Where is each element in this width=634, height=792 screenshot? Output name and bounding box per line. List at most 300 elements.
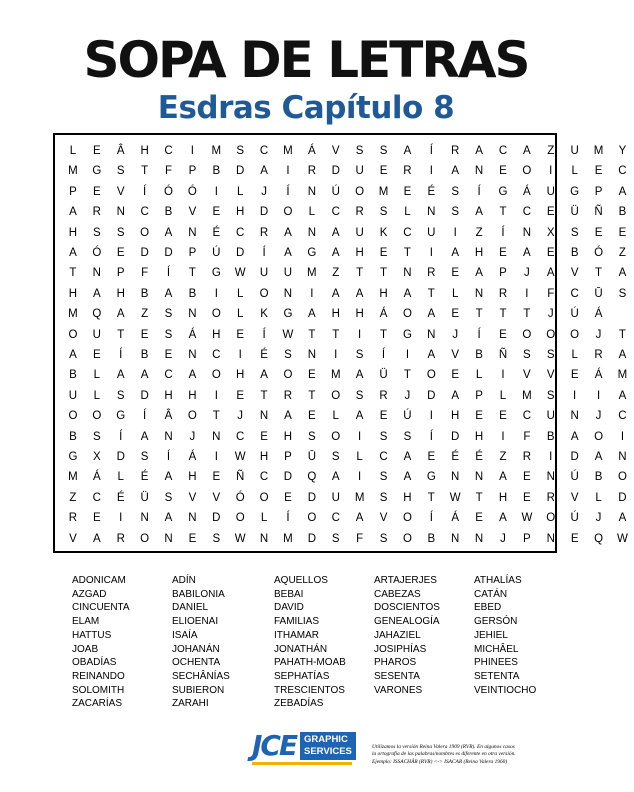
grid-cell: X [546, 226, 555, 239]
grid-cell: Z [618, 247, 626, 259]
grid-cell: N [116, 206, 125, 219]
grid-row [61, 345, 634, 365]
grid-cell: S [308, 430, 316, 443]
word-column [172, 574, 272, 711]
word-item: SESENTA [374, 670, 420, 682]
grid-cell: Ó [164, 185, 173, 198]
grid-cell: A [164, 226, 173, 239]
grid-cell: H [68, 287, 78, 300]
grid-cell: A [523, 247, 531, 259]
grid-cell: I [214, 451, 218, 463]
grid-cell: H [116, 287, 125, 300]
grid-cell: Í [477, 185, 481, 198]
grid-cell: R [283, 389, 293, 402]
grid-cell: C [331, 512, 340, 525]
grid-cell: T [308, 328, 316, 341]
grid-cell: D [307, 532, 316, 545]
grid-cell: L [308, 206, 316, 219]
grid-cell: N [474, 471, 484, 484]
grid-cell: N [474, 165, 484, 178]
grid-cell: P [475, 389, 483, 402]
grid-cell: S [140, 451, 149, 463]
grid-cell: E [93, 349, 101, 361]
word-column [72, 574, 172, 711]
grid-cell: A [546, 267, 555, 280]
grid-cell: N [140, 512, 149, 525]
grid-cell: A [284, 226, 292, 239]
grid-cell: Ü [379, 369, 388, 382]
grid-cell: M [522, 389, 532, 402]
grid-cell: T [308, 389, 316, 402]
grid-cell: D [618, 491, 627, 504]
grid-cell: A [475, 206, 483, 219]
grid-cell: A [164, 512, 173, 525]
grid-cell: Í [166, 451, 171, 463]
word-item: ZEBADÍAS [274, 698, 324, 710]
grid-cell: D [307, 491, 316, 504]
grid-cell: H [188, 471, 197, 484]
word-item: VARONES [374, 684, 423, 696]
grid-cell: E [116, 247, 125, 259]
grid-cell: N [283, 287, 293, 300]
grid-cell: A [331, 471, 340, 484]
grid-cell: V [451, 349, 460, 361]
grid-cell: I [334, 349, 338, 361]
word-item: ITHAMAR [274, 629, 319, 641]
grid-cell: A [116, 369, 125, 382]
grid-cell: É [475, 451, 483, 463]
grid-cell: B [594, 471, 603, 484]
grid-cell: S [546, 389, 555, 402]
word-item: SECHÂNÍAS [172, 670, 230, 682]
grid-cell: É [260, 349, 268, 361]
grid-cell: L [404, 206, 411, 219]
grid-cell: C [522, 206, 532, 219]
grid-cell: S [379, 145, 388, 157]
grid-cell: M [354, 491, 365, 504]
grid-cell: O [92, 410, 102, 423]
grid-cell: D [236, 165, 245, 178]
word-item: MICHÂEL [474, 643, 519, 655]
grid-cell: A [618, 267, 627, 280]
grid-cell: O [402, 512, 412, 525]
grid-cell: N [188, 349, 197, 361]
grid-cell: O [211, 369, 221, 382]
grid-cell: F [523, 430, 531, 443]
grid-cell: R [498, 287, 508, 300]
grid-cell: U [570, 145, 579, 157]
grid-cell: N [546, 532, 555, 545]
grid-cell: E [236, 328, 245, 341]
grid-row [61, 161, 634, 181]
grid-cell: M [330, 369, 341, 382]
grid-row [61, 508, 634, 528]
grid-cell: J [189, 430, 196, 443]
grid-cell: S [284, 349, 292, 361]
grid-cell: S [164, 328, 173, 341]
grid-cell: N [522, 226, 532, 239]
word-column [374, 574, 474, 697]
grid-cell: A [618, 389, 627, 402]
grid-cell: Í [477, 328, 481, 341]
grid-cell: T [188, 267, 196, 280]
grid-cell: F [547, 287, 555, 300]
grid-cell: B [140, 287, 149, 300]
grid-cell: H [236, 206, 245, 219]
grid-cell: A [140, 430, 149, 443]
grid-cell: I [525, 287, 529, 300]
grid-cell: T [403, 247, 411, 259]
grid-cell: O [331, 389, 341, 402]
grid-cell: L [236, 185, 244, 198]
grid-cell: P [594, 185, 603, 198]
grid-cell: U [427, 226, 436, 239]
grid-cell: Ü [140, 491, 149, 504]
grid-cell: C [164, 145, 173, 157]
grid-cell: T [595, 267, 603, 280]
word-item: ISAÍA [172, 629, 198, 641]
word-item: JONATHÁN [274, 643, 328, 655]
grid-cell: O [187, 410, 197, 423]
grid-cell: N [259, 410, 269, 423]
grid-cell: A [618, 349, 627, 361]
word-item: BABILONIA [172, 588, 225, 600]
grid-cell: E [236, 389, 245, 402]
grid-cell: Í [286, 185, 290, 198]
grid-cell: W [449, 491, 461, 504]
grid-cell: E [93, 145, 101, 157]
word-item: DOSCIENTOS [374, 602, 440, 614]
grid-cell: A [355, 287, 364, 300]
word-item: OBADÍAS [72, 657, 117, 669]
word-item: CATÁN [474, 588, 508, 600]
grid-cell: A [260, 165, 268, 178]
grid-cell: D [259, 206, 269, 219]
grid-cell: R [68, 512, 78, 525]
grid-cell: O [259, 287, 269, 300]
word-item: JOAB [72, 643, 99, 655]
grid-cell: É [427, 185, 436, 198]
grid-cell: A [618, 512, 627, 525]
grid-cell: Í [119, 430, 123, 443]
grid-cell: A [260, 369, 268, 382]
grid-cell: H [68, 226, 78, 239]
grid-cell: A [355, 512, 364, 525]
grid-cell: A [451, 389, 460, 402]
grid-cell: N [307, 185, 316, 198]
grid-cell: Í [119, 349, 123, 361]
grid-cell: Á [93, 471, 101, 484]
grid-cell: É [116, 491, 125, 504]
grid-cell: A [69, 247, 77, 259]
logo-text-line1: GRAPHIC [304, 734, 348, 745]
grid-cell: I [405, 349, 410, 361]
grid-cell: E [618, 226, 627, 239]
grid-cell: A [403, 287, 412, 300]
grid-cell: R [92, 206, 101, 219]
grid-cell: O [546, 512, 556, 525]
grid-cell: M [211, 145, 222, 157]
grid-cell: V [212, 491, 221, 504]
grid-cell: I [286, 165, 290, 178]
grid-cell: Í [501, 226, 505, 239]
grid-cell: I [429, 165, 433, 178]
grid-cell: A [475, 267, 483, 280]
grid-cell: L [117, 471, 124, 484]
grid-cell: G [283, 308, 293, 321]
grid-cell: M [307, 267, 317, 280]
grid-cell: E [93, 512, 101, 525]
grid-cell: T [618, 328, 626, 341]
grid-cell: L [356, 451, 363, 463]
grid-cell: Z [69, 491, 77, 504]
grid-cell: O [522, 328, 532, 341]
grid-cell: Í [429, 430, 433, 443]
grid-cell: L [571, 349, 578, 361]
word-item: PHINEES [474, 657, 518, 669]
grid-cell: Í [262, 247, 266, 259]
grid-cell: B [475, 349, 483, 361]
grid-cell: H [355, 308, 364, 321]
grid-cell: S [355, 349, 364, 361]
grid-cell: L [571, 165, 578, 178]
grid-cell: A [164, 471, 173, 484]
grid-cell: W [521, 512, 533, 525]
grid-cell: E [212, 206, 221, 219]
grid-cell: A [427, 349, 436, 361]
grid-cell: A [594, 451, 603, 463]
grid-cell: E [594, 165, 603, 178]
grid-cell: P [69, 185, 77, 198]
grid-cell: A [284, 247, 292, 259]
grid-cell: I [429, 247, 433, 259]
grid-cell: P [499, 267, 507, 280]
grid-cell: S [116, 165, 125, 178]
grid-cell: Q [594, 532, 604, 545]
grid-cell: J [500, 532, 506, 545]
grid-cell: L [451, 287, 459, 300]
logo-text [300, 732, 356, 760]
grid-cell: Í [143, 410, 147, 423]
letter-grid [53, 133, 628, 553]
grid-cell: J [452, 328, 459, 341]
grid-cell: D [236, 247, 245, 259]
word-item: JOSIPHÍAS [374, 643, 427, 655]
grid-cell: C [140, 206, 149, 219]
grid-cell: I [190, 145, 194, 157]
grid-cell: I [214, 185, 218, 198]
grid-cell: R [427, 267, 436, 280]
grid-cell: E [93, 185, 101, 198]
grid-cell: V [379, 512, 388, 525]
grid-cell: H [403, 491, 412, 504]
grid-cell: D [116, 451, 125, 463]
grid-cell: Á [188, 451, 197, 463]
grid-cell: Â [116, 145, 125, 157]
grid-row [61, 263, 634, 283]
grid-cell: I [238, 349, 242, 361]
word-item: ARTAJERJES [374, 575, 437, 586]
word-item: CABEZAS [374, 588, 421, 600]
grid-row [61, 447, 634, 467]
word-item: ADONICAM [72, 575, 126, 586]
grid-cell: T [475, 491, 483, 504]
grid-cell: Í [143, 185, 147, 198]
word-item: GENEALOGÍA [374, 616, 440, 628]
grid-cell: Ū [307, 451, 316, 463]
grid-cell: H [283, 430, 293, 443]
grid-cell: Á [594, 369, 603, 382]
grid-cell: Ú [403, 410, 412, 423]
grid-cell: E [188, 532, 197, 545]
grid-row [61, 141, 634, 161]
grid-cell: C [498, 145, 508, 157]
grid-cell: H [259, 451, 269, 463]
grid-cell: B [69, 369, 77, 382]
grid-cell: R [116, 532, 125, 545]
grid-cell: Í [429, 145, 433, 157]
grid-cell: I [358, 328, 362, 341]
grid-cell: J [523, 267, 530, 280]
grid-cell: L [93, 389, 101, 402]
grid-cell: P [284, 451, 292, 463]
grid-cell: D [427, 389, 436, 402]
grid-cell: Ó [92, 247, 102, 259]
grid-cell: N [570, 410, 579, 423]
grid-cell: S [546, 349, 555, 361]
grid-cell: C [236, 226, 245, 239]
grid-cell: H [355, 247, 364, 259]
grid-cell: R [355, 206, 364, 219]
grid-row [61, 488, 634, 508]
grid-cell: H [379, 287, 388, 300]
grid-cell: H [474, 247, 484, 259]
grid-cell: D [570, 451, 579, 463]
grid-cell: Í [166, 267, 171, 280]
word-column [474, 574, 574, 697]
grid-cell: E [570, 532, 579, 545]
grid-row [61, 467, 634, 487]
grid-cell: Q [92, 308, 102, 321]
grid-cell: G [426, 471, 436, 484]
grid-cell: V [570, 267, 579, 280]
grid-cell: S [451, 185, 460, 198]
word-item: ADÍN [172, 575, 196, 586]
grid-cell: S [355, 145, 364, 157]
grid-cell: H [331, 308, 340, 321]
grid-cell: E [284, 491, 292, 504]
grid-cell: M [68, 165, 78, 178]
grid-cell: S [451, 206, 460, 219]
grid-cell: A [451, 165, 460, 178]
grid-cell: A [93, 287, 101, 300]
grid-cell: T [380, 267, 388, 280]
grid-cell: S [379, 532, 388, 545]
grid-cell: N [451, 471, 460, 484]
grid-cell: T [380, 328, 388, 341]
grid-cell: E [308, 410, 316, 423]
grid-cell: I [429, 410, 433, 423]
grid-cell: C [379, 451, 388, 463]
grid-cell: E [594, 226, 603, 239]
grid-cell: A [164, 287, 173, 300]
grid-cell: S [212, 532, 221, 545]
grid-cell: L [236, 287, 244, 300]
grid-cell: C [522, 410, 532, 423]
grid-cell: L [260, 512, 268, 525]
grid-cell: H [212, 328, 221, 341]
grid-cell: M [68, 471, 78, 484]
grid-cell: N [188, 512, 197, 525]
grid-cell: Í [381, 349, 386, 361]
grid-cell: B [188, 287, 197, 300]
grid-cell: A [308, 308, 316, 321]
grid-cell: S [379, 206, 388, 219]
grid-cell: E [546, 206, 555, 219]
grid-cell: Á [188, 328, 197, 341]
grid-cell: O [307, 512, 317, 525]
grid-cell: A [427, 308, 436, 321]
grid-cell: H [236, 369, 245, 382]
grid-cell: U [331, 491, 340, 504]
grid-cell: H [140, 145, 149, 157]
grid-cell: N [546, 471, 555, 484]
grid-cell: A [331, 226, 340, 239]
grid-cell: T [212, 410, 220, 423]
grid-cell: X [93, 451, 101, 463]
grid-cell: J [595, 512, 602, 525]
grid-cell: M [283, 145, 293, 157]
grid-cell: V [188, 491, 197, 504]
grid-cell: R [522, 451, 532, 463]
grid-cell: N [618, 451, 627, 463]
grid-cell: Y [618, 145, 627, 157]
grid-cell: I [501, 430, 505, 443]
word-item: ZARAHI [172, 698, 209, 710]
grid-row [61, 427, 634, 447]
grid-cell: Í [286, 512, 290, 525]
word-item: FAMILIAS [274, 616, 320, 628]
grid-cell: C [164, 369, 173, 382]
grid-row [61, 406, 634, 426]
grid-cell: I [310, 287, 314, 300]
grid-cell: U [68, 389, 78, 402]
grid-cell: Á [523, 185, 531, 198]
grid-cell: O [522, 165, 532, 178]
grid-cell: I [501, 369, 505, 382]
word-item: VEINTIOCHO [474, 684, 537, 696]
grid-cell: E [308, 369, 316, 382]
version-note [372, 744, 562, 766]
grid-cell: Á [594, 308, 603, 321]
grid-cell: O [402, 532, 412, 545]
grid-cell: N [307, 349, 316, 361]
grid-cell: W [234, 532, 246, 545]
grid-cell: S [331, 532, 340, 545]
grid-cell: Í [262, 328, 266, 341]
grid-cell: E [260, 430, 268, 443]
grid-cell: E [523, 491, 531, 504]
grid-cell: P [116, 267, 125, 280]
grid-cell: N [92, 267, 101, 280]
word-item: OCHENTA [172, 657, 221, 669]
grid-cell: B [140, 349, 149, 361]
grid-cell: V [188, 206, 197, 219]
grid-cell: S [618, 287, 627, 300]
word-item: TRESCIENTOS [274, 684, 345, 696]
grid-cell: T [356, 267, 364, 280]
word-item: SEPHATÍAS [274, 670, 330, 682]
